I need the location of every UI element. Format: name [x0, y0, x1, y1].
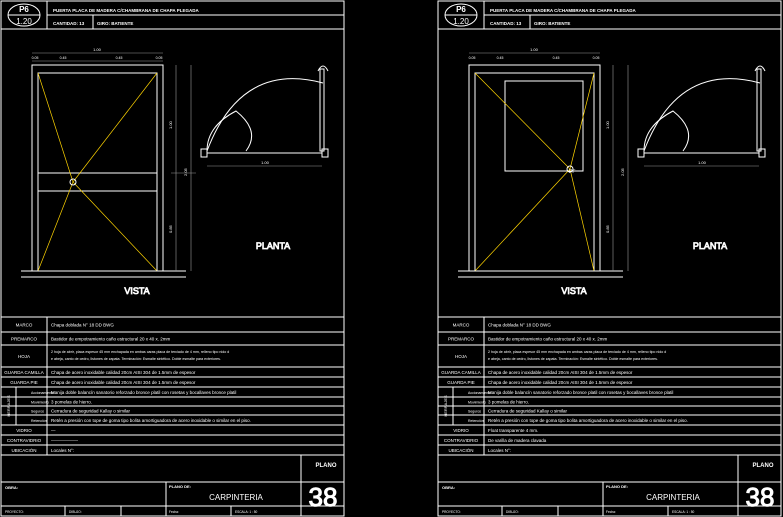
spec-label: Movimiento: [31, 400, 49, 405]
dim-frame: 0.05: [592, 56, 600, 60]
door-code: P6: [456, 5, 466, 14]
dim-frame: 0.45: [59, 56, 67, 60]
spec-label: GUARDA PIE: [10, 380, 38, 385]
plano-de-label: PLANO DE:: [169, 484, 191, 489]
spec-value: Bastidor de empotramiento caño estructural 20 x 40 x. 2mm: [488, 336, 608, 342]
spec-value: —: [51, 428, 56, 433]
plano-label: PLANO: [752, 463, 774, 469]
spec-value: 3 pomelas de hierro.: [488, 399, 530, 405]
spec-value: Manija doble balancín sanatorio reforzado bronce platil con rosetas y bocallaves bronce platil: [488, 390, 674, 395]
spec-label: CONTRAVIDRIO: [6, 438, 42, 443]
sheet-left-text: [1, 5, 344, 516]
spec-value: Retén a presión con tope de goma tipo bolita amortiguadora de acero inoxidable o similar en el piso.: [488, 418, 688, 423]
dim-lower-height: 0.85: [168, 225, 173, 233]
spec-label: Movimiento: [468, 400, 486, 405]
door-elevation: [458, 65, 623, 277]
door-elevation: [21, 65, 186, 277]
spec-value: 2 hoja de abrir, placa espesor 45 mm enchapada en ambas caras placa de terciado de 4 mm, relleno tipo nido d: [51, 350, 230, 354]
plano-label: PLANO: [315, 463, 337, 469]
hinge-label: GIRO: BATIENTE: [97, 21, 134, 26]
quantity-label: CANTIDAD: 13: [53, 21, 85, 26]
spec-value: Cerradura de seguridad Kallay o similar: [51, 408, 131, 414]
spec-value: ——————: [51, 438, 78, 443]
spec-value: 2 hoja de abrir, placa espesor 45 mm enchapada en ambas caras placa de terciado de 4 mm, relleno tipo nido d: [488, 350, 667, 354]
spec-value: Retén a presión con tope de goma tipo bolita amortiguadora de acero inoxidable o similar en el piso.: [51, 418, 251, 423]
dimension-lines: [32, 53, 196, 271]
plano-de-value: CARPINTERIA: [646, 493, 700, 502]
spec-label: VIDRIO: [453, 428, 469, 433]
spec-label: PREMARCO: [10, 336, 38, 342]
dim-lower-height: 0.85: [605, 225, 610, 233]
fixed-mark: PF: [569, 169, 576, 175]
dim-frame: 0.05: [155, 56, 163, 60]
spec-label: GUARDA CAMILLA: [4, 370, 44, 375]
herrajes-label: HERRAJES: [443, 395, 448, 417]
plan-label: PLANTA: [255, 241, 291, 251]
sheet-right-text: [438, 5, 781, 516]
spec-label: MARCO: [452, 322, 470, 328]
dim-frame: 0.45: [115, 56, 123, 60]
spec-value: e abeja, canto de cedro, listones de zapata. Terminación: Esmalte sintético. Doble esmalte para exteriores.: [51, 357, 221, 361]
door-code: P6: [19, 5, 29, 14]
dim-door-width: 1.00: [93, 47, 101, 52]
door-scale: 1.20: [16, 17, 32, 26]
spec-label: PREMARCO: [447, 336, 475, 342]
dimension-lines: [469, 53, 628, 271]
sheet-number: 38: [308, 482, 338, 512]
footer-proyecto: PROYECTO:: [442, 510, 461, 514]
spec-value: Locales N°:: [51, 448, 75, 453]
plan-label: PLANTA: [692, 241, 728, 251]
footer-fecha: Fecha:: [169, 510, 179, 514]
door-scale: 1.20: [453, 17, 469, 26]
view-label: VISTA: [124, 286, 150, 296]
dim-door-width: 1.00: [530, 47, 538, 52]
spec-value: Manija doble balancín sanatorio reforzado bronce platil con rosetas y bocallaves bronce platil: [51, 390, 237, 395]
spec-value: Chapa doblada N° 18 DD BWG: [488, 322, 551, 328]
plano-de-value: CARPINTERIA: [209, 493, 263, 502]
spec-value: Chapa doblada N° 18 DD BWG: [51, 322, 114, 328]
spec-label: Accionamiento: [31, 391, 54, 395]
spec-label: UBICACIÓN: [11, 448, 37, 453]
spec-value: Cerradura de seguridad Kallay o similar: [488, 408, 568, 414]
spec-label: CONTRAVIDRIO: [443, 438, 479, 443]
spec-value: Chapa de acero inoxidable calidad 20cm AISI 304 de 1.5mm de espesor: [488, 380, 633, 385]
dim-frame: 0.05: [468, 56, 476, 60]
view-label: VISTA: [561, 286, 587, 296]
dim-upper-height: 1.00: [605, 121, 610, 129]
spec-label: HOJA: [17, 354, 31, 359]
sheet-number: 38: [745, 482, 775, 512]
footer-proyecto: PROYECTO:: [5, 510, 24, 514]
spec-label: GUARDA PIE: [447, 380, 475, 385]
dim-door-height: 2.05: [620, 168, 625, 176]
dim-frame: 0.45: [552, 56, 560, 60]
hinge-label: GIRO: BATIENTE: [534, 21, 571, 26]
spec-value: Bastidor de empotramiento caño estructural 20 x 40 x. 2mm: [51, 336, 171, 342]
dim-plan-width: 1.00: [698, 160, 706, 165]
sheet-title: PUERTA PLACA DE MADERA C/CHAMBRANA DE CHAPA PLEGADA: [53, 8, 199, 13]
door-plan: [638, 66, 765, 166]
dim-upper-height: 1.00: [168, 121, 173, 129]
footer-dibujo: DIBUJO:: [69, 510, 82, 514]
obra-label: OBRA:: [442, 485, 456, 490]
spec-value: 3 pomelas de hierro.: [51, 399, 93, 405]
spec-value: Chapa de acero inoxidable calidad 20cm AISI 304 de 1.5mm de espesor: [488, 370, 633, 375]
quantity-label: CANTIDAD: 13: [490, 21, 522, 26]
spec-value: De varilla de madera clavada: [488, 438, 547, 443]
dim-frame: 0.45: [496, 56, 504, 60]
spec-label: Retención: [468, 419, 484, 423]
spec-label: Seguros: [31, 409, 45, 414]
sheet-title: PUERTA PLACA DE MADERA C/CHAMBRANA DE CHAPA PLEGADA: [490, 8, 636, 13]
dim-plan-width: 1.00: [261, 160, 269, 165]
spec-value: Chapa de acero inoxidable calidad 20cm AISI 304 de 1.5mm de espesor: [51, 380, 196, 385]
footer-fecha: Fecha:: [606, 510, 616, 514]
footer-escala: ESCALA: 1 : 50: [235, 510, 258, 514]
spec-value: Float transparente 4 mm.: [488, 428, 539, 433]
spec-value: e abeja, canto de cedro, listones de zapata. Terminación: Esmalte sintético. Doble esmalte para exteriores.: [488, 357, 658, 361]
spec-value: Chapa de acero inoxidable calidad 20cm AISI 304 de 1.5mm de espesor: [51, 370, 196, 375]
spec-label: Retención: [31, 419, 47, 423]
spec-label: UBICACIÓN: [448, 448, 474, 453]
spec-label: Seguros: [468, 409, 482, 414]
footer-dibujo: DIBUJO:: [506, 510, 519, 514]
footer-escala: ESCALA: 1 : 50: [672, 510, 695, 514]
dim-door-height: 2.05: [183, 168, 188, 176]
plano-de-label: PLANO DE:: [606, 484, 628, 489]
spec-label: MARCO: [15, 322, 33, 328]
obra-label: OBRA:: [5, 485, 19, 490]
door-plan: [201, 66, 328, 166]
spec-label: VIDRIO: [16, 428, 32, 433]
spec-label: GUARDA CAMILLA: [441, 370, 481, 375]
herrajes-label: HERRAJES: [6, 395, 11, 417]
spec-value: Locales N°:: [488, 448, 512, 453]
spec-label: Accionamiento: [468, 391, 491, 395]
dim-frame: 0.05: [31, 56, 39, 60]
spec-label: HOJA: [454, 354, 468, 359]
